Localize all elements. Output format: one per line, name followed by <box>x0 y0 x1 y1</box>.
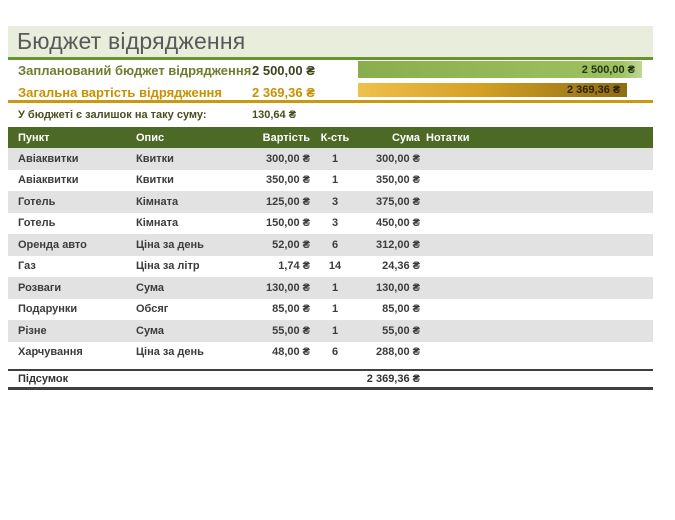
cell-cost[interactable]: 350,00 ₴ <box>265 174 310 187</box>
actual-cost-bar-track <box>358 83 642 97</box>
cell-sum[interactable]: 288,00 ₴ <box>375 346 420 359</box>
cell-cost[interactable]: 48,00 ₴ <box>272 346 310 359</box>
cell-sum[interactable]: 24,36 ₴ <box>382 260 420 273</box>
table-row <box>8 277 653 299</box>
table-row <box>8 256 653 278</box>
cell-sum[interactable]: 375,00 ₴ <box>375 195 420 208</box>
actual-cost-bar <box>358 83 627 97</box>
cell-sum[interactable]: 350,00 ₴ <box>375 174 420 187</box>
cell-qty[interactable]: 1 <box>331 303 339 316</box>
cell-desc[interactable]: Квитки <box>136 174 174 187</box>
total-label: Підсумок <box>18 373 69 385</box>
planned-budget-value[interactable]: 2 500,00 ₴ <box>252 63 315 78</box>
summary-divider <box>8 100 653 103</box>
header-item: Пункт <box>18 131 50 144</box>
cell-item[interactable]: Авіаквитки <box>18 174 79 187</box>
planned-budget-bar-track <box>358 61 642 78</box>
cell-cost[interactable]: 125,00 ₴ <box>265 195 310 208</box>
cell-cost[interactable]: 300,00 ₴ <box>265 152 310 165</box>
cell-qty[interactable]: 1 <box>331 174 339 187</box>
actual-bar-label: 2 369,36 ₴ <box>567 84 621 96</box>
planned-budget-label: Запланований бюджет відрядження <box>18 63 252 78</box>
cell-qty[interactable]: 1 <box>331 324 339 337</box>
remaining-budget-label: У бюджеті є залишок на таку суму: <box>18 109 207 121</box>
cell-cost[interactable]: 52,00 ₴ <box>272 238 310 251</box>
cell-desc[interactable]: Сума <box>136 281 165 294</box>
cell-item[interactable]: Газ <box>18 260 36 273</box>
cell-sum[interactable]: 55,00 ₴ <box>382 324 420 337</box>
cell-cost[interactable]: 150,00 ₴ <box>265 217 310 230</box>
table-row <box>8 170 653 192</box>
cell-item[interactable]: Різне <box>18 324 47 337</box>
cell-cost[interactable]: 1,74 ₴ <box>278 260 310 273</box>
header-qty: К-сть <box>320 131 350 144</box>
cell-item[interactable]: Розваги <box>18 281 62 294</box>
cell-sum[interactable]: 300,00 ₴ <box>375 152 420 165</box>
table-row <box>8 148 653 170</box>
expenses-table <box>8 127 653 390</box>
cell-item[interactable]: Оренда авто <box>18 238 87 251</box>
planned-budget-bar <box>358 61 642 78</box>
actual-cost-label: Загальна вартість відрядження <box>18 85 222 100</box>
cell-desc[interactable]: Кімната <box>136 195 179 208</box>
cell-desc[interactable]: Ціна за день <box>136 346 204 359</box>
cell-item[interactable]: Готель <box>18 195 56 208</box>
table-row <box>8 213 653 235</box>
cell-item[interactable]: Авіаквитки <box>18 152 79 165</box>
cell-qty[interactable]: 1 <box>331 152 339 165</box>
cell-sum[interactable]: 450,00 ₴ <box>375 217 420 230</box>
cell-desc[interactable]: Сума <box>136 324 165 337</box>
cell-qty[interactable]: 3 <box>331 217 339 230</box>
cell-desc[interactable]: Обсяг <box>136 303 169 316</box>
cell-qty[interactable]: 6 <box>331 346 339 359</box>
cell-cost[interactable]: 130,00 ₴ <box>265 281 310 294</box>
total-value: 2 369,36 ₴ <box>366 373 420 385</box>
cell-qty[interactable]: 6 <box>331 238 339 251</box>
planned-bar-label: 2 500,00 ₴ <box>581 63 635 76</box>
cell-desc[interactable]: Кімната <box>136 217 179 230</box>
cell-cost[interactable]: 85,00 ₴ <box>272 303 310 316</box>
cell-item[interactable]: Харчування <box>18 346 83 359</box>
header-sum: Сума <box>391 131 420 144</box>
table-header-row <box>8 127 653 148</box>
table-row <box>8 299 653 321</box>
remaining-budget-value[interactable]: 130,64 ₴ <box>252 109 297 121</box>
cell-desc[interactable]: Ціна за літр <box>136 260 200 273</box>
table-row <box>8 342 653 364</box>
table-row <box>8 320 653 342</box>
cell-item[interactable]: Подарунки <box>18 303 78 316</box>
cell-desc[interactable]: Квитки <box>136 152 174 165</box>
actual-cost-value[interactable]: 2 369,36 ₴ <box>252 85 315 100</box>
title-divider <box>8 57 653 60</box>
cell-sum[interactable]: 312,00 ₴ <box>375 238 420 251</box>
cell-item[interactable]: Готель <box>18 217 56 230</box>
cell-desc[interactable]: Ціна за день <box>136 238 204 251</box>
table-row <box>8 234 653 256</box>
cell-qty[interactable]: 14 <box>328 260 342 273</box>
table-body <box>8 148 653 363</box>
page-title: Бюджет відрядження <box>8 26 653 57</box>
header-desc: Опис <box>136 131 165 144</box>
table-total-row <box>8 369 653 390</box>
cell-sum[interactable]: 130,00 ₴ <box>375 281 420 294</box>
cell-qty[interactable]: 1 <box>331 281 339 294</box>
cell-cost[interactable]: 55,00 ₴ <box>272 324 310 337</box>
cell-sum[interactable]: 85,00 ₴ <box>382 303 420 316</box>
header-notes: Нотатки <box>426 131 470 144</box>
cell-qty[interactable]: 3 <box>331 195 339 208</box>
table-row <box>8 191 653 213</box>
header-cost: Вартість <box>262 131 310 144</box>
